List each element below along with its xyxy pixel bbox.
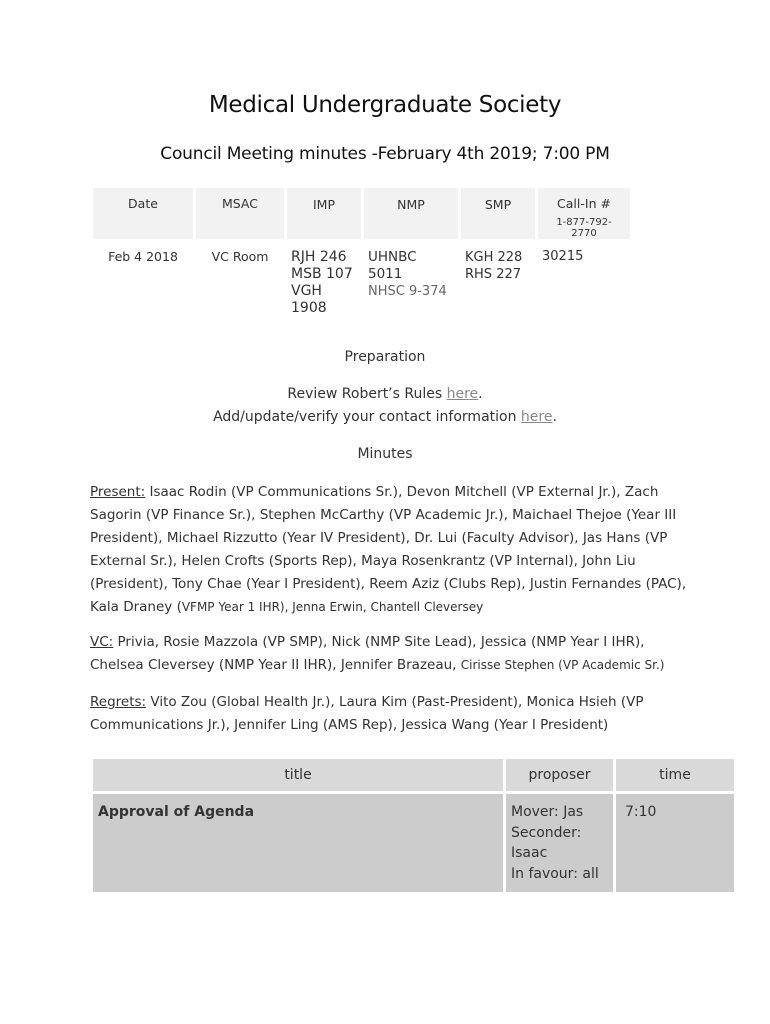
present-text: Isaac Rodin (VP Communications Sr.), Devon Mitchell (VP External Jr.), Zach Sagorin (VP Finance Sr.), Stephen McCarthy (VP Academic Jr.), Maichael Thejoe (Year III President), Michael Rizzutto (Year IV President), Dr. Lui (Faculty Advisor), Jas Hans (VP External Sr.), Helen Crofts (Sports Rep), Maya Rosenkrantz (VP Internal), John Liu (President), Tony Chae (Year I President), Reem Aziz (Clubs Rep), Justin Fernandes (PAC), Kala Draney ( xyxy=(90,484,687,615)
regrets-paragraph xyxy=(90,691,690,737)
document-title: Medical Undergraduate Society xyxy=(208,92,562,118)
info-data-row xyxy=(93,239,630,317)
regrets-label: Regrets: xyxy=(90,694,147,710)
present-label: Present: xyxy=(90,484,146,500)
cell-callin-code: 30215 xyxy=(542,249,584,264)
cell-nmp xyxy=(364,239,458,317)
table-row xyxy=(93,794,734,892)
vc-label: VC: xyxy=(90,634,114,650)
agenda-item-time: 7:10 xyxy=(616,794,734,892)
header-smp: SMP xyxy=(461,188,535,239)
agenda-table xyxy=(90,756,737,895)
agenda-item-proposer xyxy=(506,794,613,892)
cell-msac: VC Room xyxy=(211,249,269,264)
header-imp: IMP xyxy=(287,188,361,239)
header-callin-label: Call-In # xyxy=(557,196,611,211)
header-nmp: NMP xyxy=(364,188,458,239)
meeting-info-table xyxy=(90,188,633,317)
proposer-line: In favour: all xyxy=(511,865,599,882)
cell-date: Feb 4 2018 xyxy=(108,249,178,264)
preparation-heading: Preparation xyxy=(344,349,426,365)
vc-text: Privia, Rosie Mazzola (VP SMP), Nick (NMP Site Lead), Jessica (NMP Year I IHR), Chelsea Cleversey (NMP Year II IHR), Jennifer Brazeau, xyxy=(90,634,645,673)
period: . xyxy=(478,386,483,402)
imp-room: VGH xyxy=(291,283,322,299)
period: . xyxy=(552,409,557,425)
proposer-line: Isaac xyxy=(511,845,548,861)
rules-text: Review Robert’s Rules xyxy=(287,386,447,402)
meeting-subtitle: Council Meeting minutes -February 4th 2019; 7:00 PM xyxy=(160,144,610,164)
contact-link[interactable]: here xyxy=(520,409,553,425)
header-callin xyxy=(538,188,630,239)
imp-room: 1908 xyxy=(291,300,327,316)
cell-smp xyxy=(461,239,535,317)
proposer-line: Mover: Jas xyxy=(511,804,584,820)
minutes-heading: Minutes xyxy=(357,446,413,462)
agenda-header-proposer: proposer xyxy=(506,759,613,791)
contact-line xyxy=(0,409,770,425)
header-date: Date xyxy=(93,188,193,239)
agenda-item-title: Approval of Agenda xyxy=(93,794,503,892)
callin-phone-number: 1-877-792-2770 xyxy=(556,217,612,239)
nmp-room: UHNBC 5011 xyxy=(368,249,417,282)
contact-text: Add/update/verify your contact information xyxy=(213,409,521,425)
agenda-header-row xyxy=(93,759,734,791)
present-text-small: VFMP Year 1 IHR), Jenna Erwin, Chantell Cleversey xyxy=(181,600,484,614)
nmp-room: NHSC 9-374 xyxy=(368,284,447,299)
vc-text-small: Cirisse Stephen (VP Academic Sr.) xyxy=(460,658,665,672)
agenda-header-title: title xyxy=(93,759,503,791)
info-header-row xyxy=(93,188,630,239)
imp-room: MSB 107 xyxy=(291,266,353,282)
rules-line xyxy=(0,386,770,402)
rules-link[interactable]: here xyxy=(446,386,479,402)
regrets-text: Vito Zou (Global Health Jr.), Laura Kim (Past-President), Monica Hsieh (VP Communications Jr.), Jennifer Ling (AMS Rep), Jessica Wang (Year I President) xyxy=(90,694,644,733)
cell-imp xyxy=(287,239,361,317)
vc-paragraph xyxy=(90,631,690,677)
proposer-line: Seconder: xyxy=(511,824,582,841)
agenda-header-time: time xyxy=(616,759,734,791)
header-msac: MSAC xyxy=(196,188,284,239)
smp-room: KGH 228 xyxy=(465,250,523,265)
imp-room: RJH 246 xyxy=(291,249,347,265)
smp-room: RHS 227 xyxy=(465,267,522,282)
present-paragraph xyxy=(90,481,690,619)
